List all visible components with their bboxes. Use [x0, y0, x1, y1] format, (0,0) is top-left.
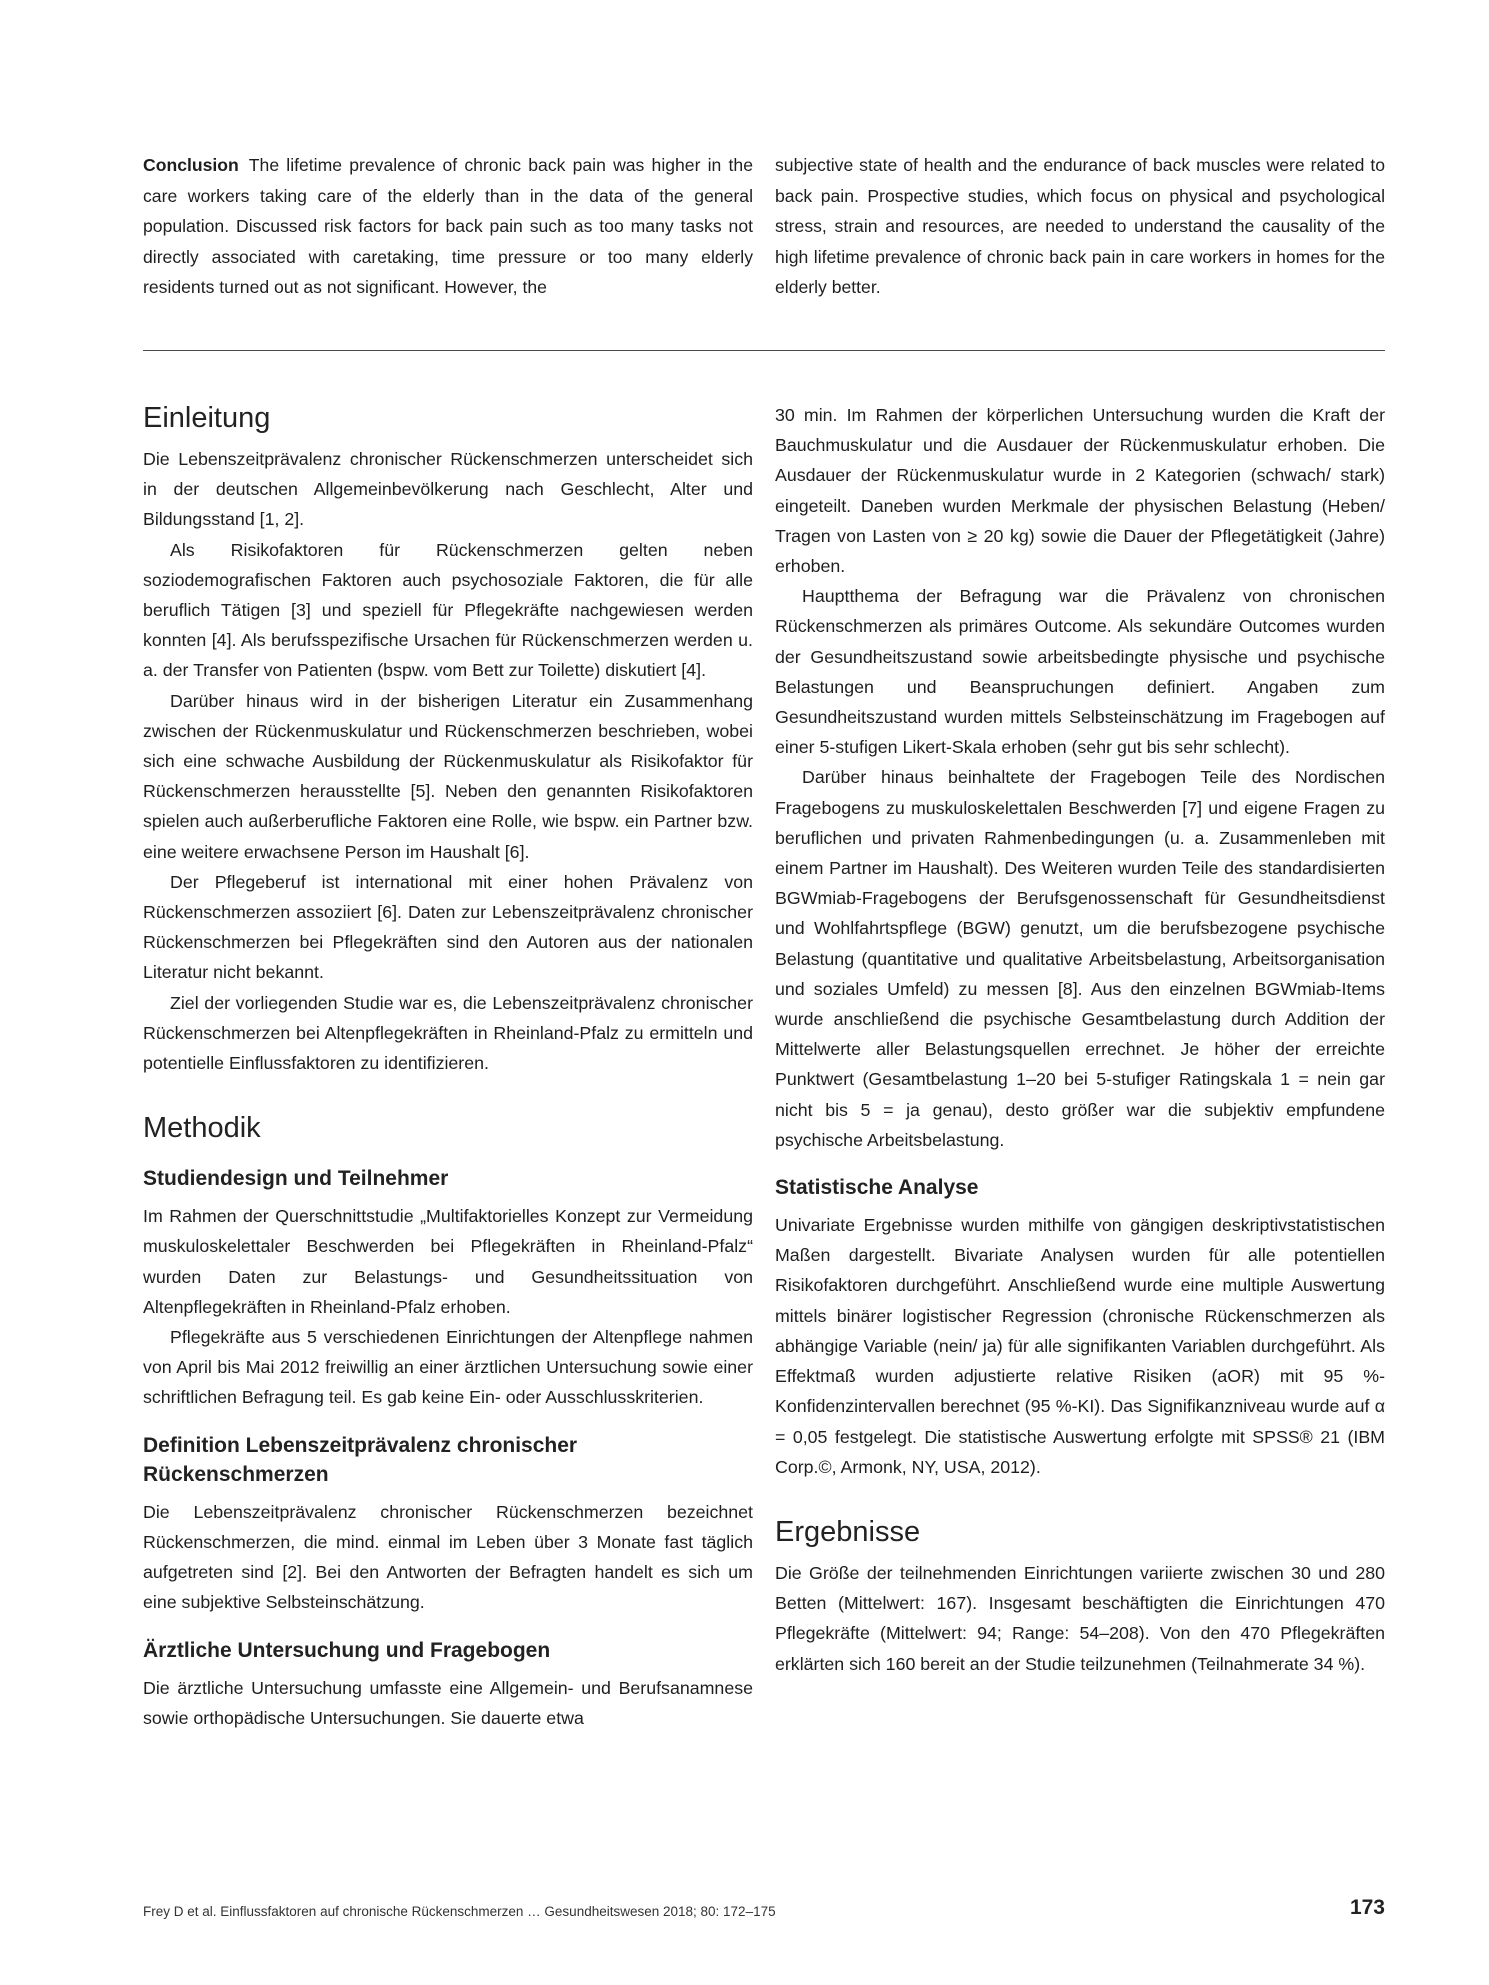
einleitung-heading: Einleitung	[143, 402, 271, 434]
einleitung-paragraph-5: Ziel der vorliegenden Studie war es, die Lebenszeitprävalenz chronischer Rückenschmerzen bei Altenpflegekräften in Rheinland-Pfalz zu ermitteln und potentielle Einflussfaktoren zu identifizieren.	[143, 992, 753, 1074]
untersuchung-paragraph-3: Darüber hinaus beinhaltete der Fragebogen Teile des Nordischen Fragebogens zu muskuloskelettalen Beschwerden [7] und eigene Fragen zu beruflichen und privaten Rahmenbedingungen (u. a. Zusammenleben mit einem Partner im Haushalt). Des Weiteren wurden Teile des standardisierten BGWmiab-Fragebogens der Berufsgenossenschaft für Gesundheitsdienst und Wohlfahrtspflege (BGW) genutzt, um die berufsbezogene psychische Belastung (quantitative und qualitative Arbeitsbelastung, Arbeitsorganisation und soziales Umfeld) zu messen [8]. Aus den einzelnen BGWmiab-Items wurde anschließend die psychische Gesamtbelastung durch Addition der Mittelwerte aller Belastungsquellen errechnet. Je höher der erreichte Punktwert (Gesamtbelastung 1–20 bei 5-stufiger Ratingskala 1 = nein gar nicht bis 5 = ja genau), desto größer war die subjektiv empfundene psychische Arbeitsbelastung.	[775, 767, 1385, 1150]
footer-citation: Frey D et al. Einflussfaktoren auf chronische Rückenschmerzen … Gesundheitswesen 2018; 80: 172–175	[143, 1904, 776, 1919]
einleitung-paragraph-4: Der Pflegeberuf ist international mit einer hohen Prävalenz von Rückenschmerzen assoziiert [6]. Daten zur Lebenszeitprävalenz chronischer Rückenschmerzen bei Pflegekräften sind den Autoren aus der nationalen Literatur nicht bekannt.	[143, 871, 753, 983]
einleitung-paragraph-3: Darüber hinaus wird in der bisherigen Literatur ein Zusammenhang zwischen der Rückenmuskulatur und Rückenschmerzen beschrieben, wobei sich eine schwache Ausbildung der Rückenmuskulatur als Risikofaktor für Rückenschmerzen herausstellte [5]. Neben den genannten Risikofaktoren spielen auch außerberufliche Faktoren eine Rolle, wie bspw. ein Partner bzw. eine weitere erwachsene Person im Haushalt [6].	[143, 690, 753, 862]
statistik-heading: Statistische Analyse	[775, 1176, 979, 1200]
studiendesign-paragraph-1: Im Rahmen der Querschnittstudie „Multifaktorielles Konzept zur Vermeidung muskuloskelettaler Beschwerden bei Pflegekräften in Rheinland-Pfalz“ wurden Daten zur Belastungs- und Gesundheitssituation von Altenpflegekräften in Rheinland-Pfalz erhoben.	[143, 1206, 753, 1317]
ergebnisse-paragraph-1: Die Größe der teilnehmenden Einrichtungen variierte zwischen 30 und 280 Betten (Mittelwert: 167). Insgesamt beschäftigten die Einrichtungen 470 Pflegekräfte (Mittelwert: 94; Range: 54–208). Von den 470 Pflegekräften erklärten sich 160 bereit an der Studie teilzunehmen (Teilnahmerate 34 %).	[775, 1562, 1385, 1674]
right-column	[775, 400, 1385, 1733]
studiendesign-heading: Studiendesign und Teilnehmer	[143, 1167, 449, 1191]
conclusion-label: Conclusion	[143, 155, 239, 175]
einleitung-paragraph-1: Die Lebenszeitprävalenz chronischer Rückenschmerzen unterscheidet sich in der deutschen Allgemeinbevölkerung nach Geschlecht, Alter und Bildungsstand [1, 2].	[143, 449, 753, 530]
ergebnisse-heading: Ergebnisse	[775, 1515, 921, 1548]
abstract-text-left: The lifetime prevalence of chronic back pain was higher in the care workers taking care of the elderly than in the data of the general population. Discussed risk factors for back pain such as too many tasks not directly associated with caretaking, time pressure or too many elderly residents turned out as not significant. However, the	[143, 155, 753, 297]
abstract-conclusion	[143, 150, 1385, 303]
definition-paragraph-1: Die Lebenszeitprävalenz chronischer Rückenschmerzen bezeichnet Rückenschmerzen, die mind. einmal im Leben über 3 Monate fast täglich aufgetreten sind [2]. Bei den Antworten der Befragten handelt es sich um eine subjektive Selbsteinschätzung.	[143, 1501, 753, 1613]
studiendesign-paragraph-2: Pflegekräfte aus 5 verschiedenen Einrichtungen der Altenpflege nahmen von April bis Mai 2012 freiwillig an einer ärztlichen Untersuchung sowie einer schriftlichen Befragung teil. Es gab keine Ein- oder Ausschlusskriterien.	[143, 1327, 753, 1408]
untersuchung-heading: Ärztliche Untersuchung und Fragebogen	[143, 1638, 551, 1662]
section-divider	[143, 350, 1385, 351]
abstract-right-column	[775, 150, 1385, 303]
abstract-left-column	[143, 150, 753, 303]
page-number: 173	[1349, 1896, 1385, 1919]
left-column	[143, 400, 753, 1733]
methodik-heading: Methodik	[143, 1112, 261, 1145]
einleitung-paragraph-2: Als Risikofaktoren für Rückenschmerzen gelten neben soziodemografischen Faktoren auch psychosoziale Faktoren, die für alle beruflich Tätigen [3] und speziell für Pflegekräfte nachgewiesen werden konnten [4]. Als berufsspezifische Ursachen für Rückenschmerzen werden u. a. der Transfer von Patienten (bspw. vom Bett zur Toilette) diskutiert [4].	[143, 539, 753, 681]
statistik-paragraph-1: Univariate Ergebnisse wurden mithilfe von gängigen deskriptivstatistischen Maßen dargestellt. Bivariate Analysen wurden für alle potentiellen Risikofaktoren durchgeführt. Anschließend wurde eine multiple Auswertung mittels binärer logistischer Regression (chronische Rückenschmerzen als abhängige Variable (nein/ ja) für alle signifikanten Variablen durchgeführt. Als Effektmaß wurden adjustierte relative Risiken (aOR) mit 95 %-Konfidenzintervallen berechnet (95 %-KI). Das Signifikanzniveau wurde auf α = 0,05 festgelegt. Die statistische Auswertung erfolgte mit SPSS® 21 (IBM Corp.©, Armonk, NY, USA, 2012).	[775, 1215, 1385, 1477]
untersuchung-paragraph-2: Hauptthema der Befragung war die Prävalenz von chronischen Rückenschmerzen als primäres Outcome. Als sekundäre Outcomes wurden der Gesundheitszustand sowie arbeitsbedingte physische und psychische Belastungen und Beanspruchungen definiert. Angaben zum Gesundheitszustand wurden mittels Selbsteinschätzung im Fragebogen auf einer 5-stufigen Likert-Skala erhoben (sehr gut bis sehr schlecht).	[775, 586, 1385, 758]
abstract-text-right: subjective state of health and the endurance of back muscles were related to back pain. Prospective studies, which focus on physical and psychological stress, strain and resources, are needed to understand the causality of the high lifetime prevalence of chronic back pain in care workers in homes for the elderly better.	[775, 155, 1385, 297]
untersuchung-paragraph-1-continued: 30 min. Im Rahmen der körperlichen Untersuchung wurden die Kraft der Bauchmuskulatur und die Ausdauer der Rückenmuskulatur erhoben. Die Ausdauer der Rückenmuskulatur wurde in 2 Kategorien (schwach/ stark) eingeteilt. Daneben wurden Merkmale der physischen Belastung (Heben/ Tragen von Lasten von ≥ 20 kg) sowie die Dauer der Pflegetätigkeit (Jahre) erhoben.	[775, 405, 1385, 577]
definition-heading: Definition Lebenszeitprävalenz chronischer Rückenschmerzen	[143, 1433, 578, 1486]
article-body	[143, 400, 1385, 1733]
untersuchung-paragraph-1: Die ärztliche Untersuchung umfasste eine Allgemein- und Berufsanamnese sowie orthopädische Untersuchungen. Sie dauerte etwa	[143, 1677, 753, 1728]
